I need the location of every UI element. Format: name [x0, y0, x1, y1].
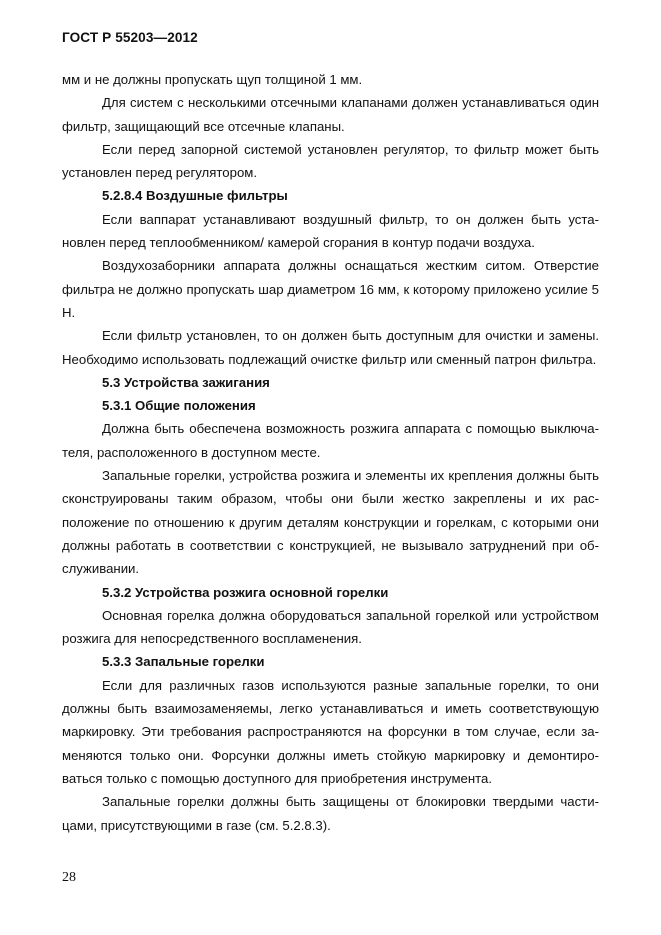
paragraph: Воздухозаборники аппарата должны оснащаться жестким ситом. Отверстие фильтра не должно пропускать шар диаметром 16 мм, к которому приложено усилие 5 Н.	[62, 258, 599, 320]
paragraph-continuation: мм и не должны пропускать щуп толщиной 1 мм.	[62, 72, 363, 87]
paragraph: Если фильтр установлен, то он должен быть доступным для очистки и замены. Необходимо использовать подлежащий очистке фильтр или сменный патрон фильтра.	[62, 328, 599, 367]
document-body	[62, 68, 599, 837]
section-heading-5-2-8-4: 5.2.8.4 Воздушные фильтры	[102, 188, 288, 204]
paragraph: Основная горелка должна оборудоваться запальной горелкой или устройством розжига для непосредственного воспламенения.	[62, 607, 599, 647]
paragraph: Должна быть обеспечена возможность розжига аппарата с помощью выключателя, расположенного в доступном месте.	[62, 421, 599, 460]
section-heading-5-3-3: 5.3.3 Запальные горелки	[102, 654, 265, 670]
paragraph: Если перед запорной системой установлен регулятор, то фильтр может быть установлен перед регулятором.	[62, 141, 599, 181]
paragraph: Запальные горелки должны быть защищены от блокировки твердыми частицами, присутствующими в газе (см. 5.2.8.3).	[62, 794, 599, 833]
paragraph: Для систем с несколькими отсечными клапанами должен устанавливаться один фильтр, защищающий все отсечные клапаны.	[62, 95, 599, 134]
page-number: 28	[62, 870, 76, 885]
section-heading-5-3-1: 5.3.1 Общие положения	[102, 398, 256, 414]
section-heading-5-3-2: 5.3.2 Устройства розжига основной горелки	[102, 584, 389, 600]
paragraph: Если ваппарат устанавливают воздушный фильтр, то он должен быть установлен перед теплообменником/ камерой сгорания в контур подачи воздуха.	[62, 211, 599, 251]
paragraph: Запальные горелки, устройства розжига и элементы их крепления должны быть сконструированы таким образом, чтобы они были жестко закреплены и их расположение по отношению к другим деталям конструкции и горелкам, с которыми они должны работать в соответствии с конструкцией, не вызывало затруднений при обслуживании.	[62, 468, 599, 577]
document-header: ГОСТ Р 55203—2012	[62, 30, 198, 45]
paragraph: Если для различных газов используются разные запальные горелки, то они должны быть взаимозаменяемы, легко устанавливаться и иметь соответствующую маркировку. Эти требования распространяются на форсунки в том случае, если заменяются только они. Форсунки должны иметь стойкую маркировку и демонтироваться только с помощью доступного для приобретения инструмента.	[62, 677, 599, 786]
section-heading-5-3: 5.3 Устройства зажигания	[102, 374, 270, 390]
